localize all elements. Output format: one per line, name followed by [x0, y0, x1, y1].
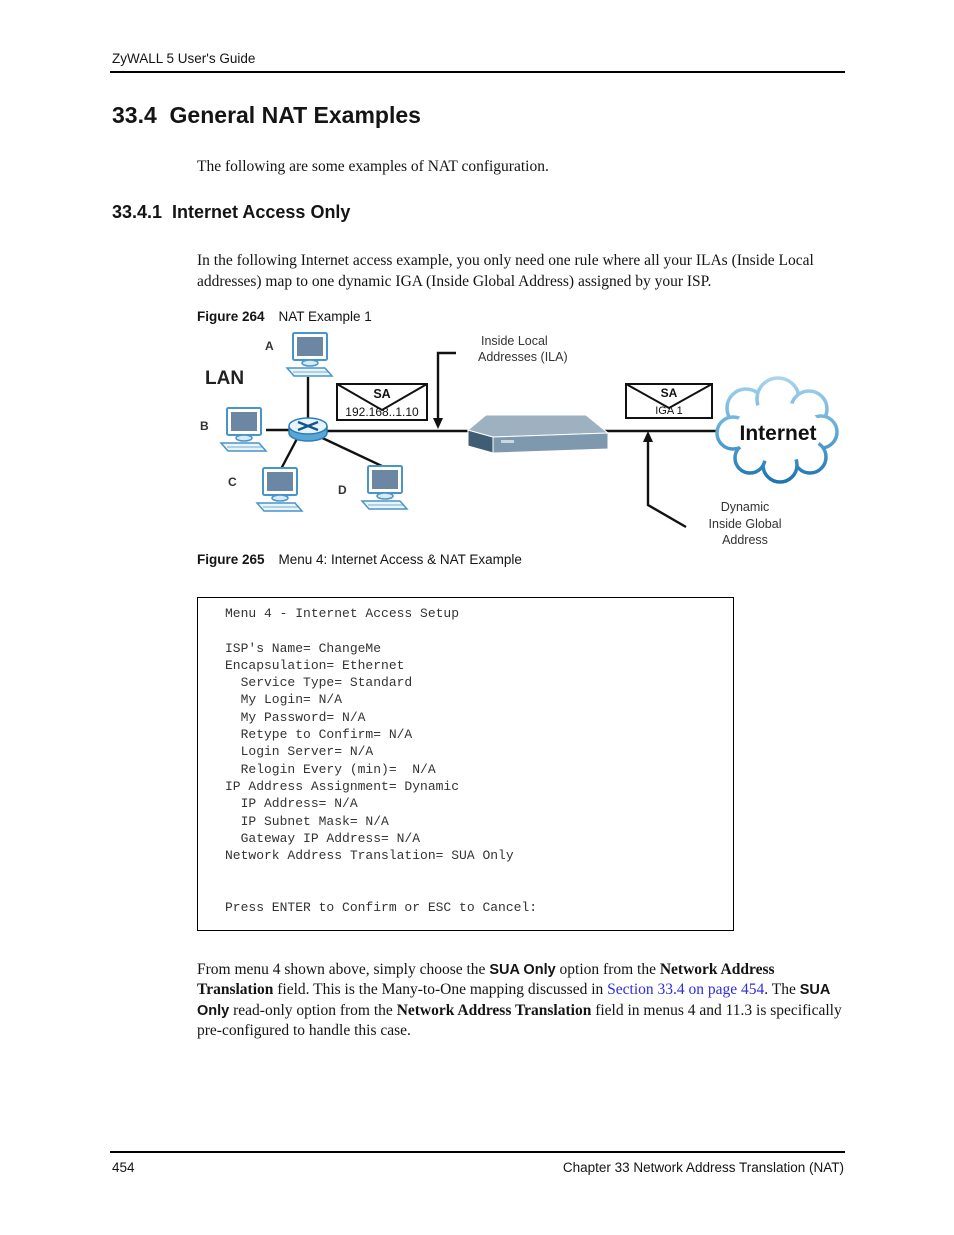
- menu-line: Service Type= Standard: [225, 675, 413, 691]
- menu-line: Encapsulation= Ethernet: [225, 657, 405, 673]
- dynamic-label-line3: Address: [722, 533, 768, 547]
- iga-arrow-up: [643, 431, 686, 527]
- menu-line: IP Subnet Mask= N/A: [225, 813, 389, 829]
- figure264-label: Figure 264: [197, 309, 265, 324]
- diagram-canvas: [197, 330, 836, 546]
- footer-page-number: 454: [112, 1160, 135, 1175]
- menu-line: Press ENTER to Confirm or ESC to Cancel:: [225, 900, 538, 916]
- menu-line: Relogin Every (min)= N/A: [225, 761, 436, 777]
- computer-c-icon: [257, 468, 302, 511]
- envelope-sa-local-icon: [337, 384, 427, 420]
- ila-label-line2: Addresses (ILA): [478, 350, 568, 364]
- nat-field-bold: Network Address Translation: [197, 961, 775, 999]
- envelope-sa-global-icon: [626, 384, 712, 418]
- figure265-caption-text: Menu 4: Internet Access & NAT Example: [278, 552, 522, 567]
- menu-line: Login Server= N/A: [225, 744, 374, 760]
- section-33-4-link[interactable]: Section 33.4 on page 454: [607, 981, 765, 999]
- envelope2-title: SA: [660, 386, 678, 400]
- closing-text: . The: [764, 981, 800, 999]
- closing-text: option from the: [555, 961, 660, 978]
- firewall-device-icon: [468, 415, 608, 453]
- menu-line: IP Address Assignment= Dynamic: [225, 778, 460, 794]
- closing-text: From menu 4 shown above, simply choose the: [197, 961, 490, 978]
- sua-only-bold: SUA Only: [489, 962, 556, 978]
- envelope1-title: SA: [373, 387, 391, 401]
- nat-example-diagram: [197, 330, 836, 546]
- computer-b-icon: [221, 408, 266, 451]
- menu-line: My Login= N/A: [225, 692, 343, 708]
- menu-line: [225, 622, 733, 639]
- header-rule: [110, 71, 845, 73]
- internet-label: Internet: [739, 422, 817, 445]
- ila-label-line1: Inside Local: [481, 334, 548, 348]
- menu-line: Network Address Translation= SUA Only: [225, 848, 514, 864]
- section-heading: 33.4 General NAT Examples: [112, 102, 421, 128]
- envelope1-address: 192.168..1.10: [345, 405, 419, 419]
- figure264-caption-text: NAT Example 1: [278, 309, 372, 324]
- ila-arrow-down: [433, 353, 456, 429]
- menu-line: My Password= N/A: [225, 709, 366, 725]
- closing-paragraph: [197, 960, 853, 1042]
- menu-line: Retype to Confirm= N/A: [225, 727, 413, 743]
- intro-paragraph: The following are some examples of NAT configuration.: [197, 158, 549, 175]
- sua-only-bold: SUA Only: [197, 982, 830, 1019]
- body-paragraph: In the following Internet access example, you only need one rule where all your ILAs (Inside Local addresses) map to one dynamic IGA (Inside Global Address) assigned by your ISP.: [197, 252, 814, 290]
- menu-line: [225, 864, 733, 881]
- menu-line: Gateway IP Address= N/A: [225, 830, 421, 846]
- closing-text: read-only option from the: [229, 1001, 397, 1019]
- closing-text: field. This is the Many-to-One mapping discussed in: [273, 981, 608, 999]
- menu-line: ISP's Name= ChangeMe: [225, 640, 382, 656]
- footer-rule: [110, 1151, 845, 1153]
- computer-c-label: C: [228, 475, 237, 489]
- dynamic-label-line2: Inside Global: [708, 517, 782, 531]
- figure265-label: Figure 265: [197, 552, 265, 567]
- computer-d-label: D: [338, 483, 347, 497]
- figure264-caption: [197, 309, 372, 324]
- menu4-console-box: [197, 597, 734, 931]
- envelope2-address: IGA 1: [655, 405, 683, 417]
- hub-icon: [289, 418, 327, 441]
- nat-field-bold: Network Address Translation: [396, 1001, 592, 1019]
- computer-b-label: B: [200, 419, 209, 433]
- figure265-caption: [197, 552, 522, 567]
- closing-text: field in menus 4 and 11.3 is specifically pre-configured to handle this case.: [197, 1001, 842, 1040]
- dynamic-label-line1: Dynamic: [720, 500, 770, 514]
- subsection-heading: 33.4.1 Internet Access Only: [112, 202, 351, 222]
- footer-chapter-title: Chapter 33 Network Address Translation (NAT): [562, 1160, 844, 1175]
- menu-line: IP Address= N/A: [225, 796, 358, 812]
- computer-a-icon: [287, 333, 332, 376]
- page-header-title: ZyWALL 5 User's Guide: [112, 51, 256, 66]
- computer-a-label: A: [265, 339, 274, 353]
- internet-cloud-icon: [717, 378, 837, 482]
- computer-d-icon: [362, 466, 407, 509]
- menu-line: Menu 4 - Internet Access Setup: [225, 606, 460, 621]
- lan-label: LAN: [205, 368, 245, 389]
- menu-line: [225, 882, 733, 899]
